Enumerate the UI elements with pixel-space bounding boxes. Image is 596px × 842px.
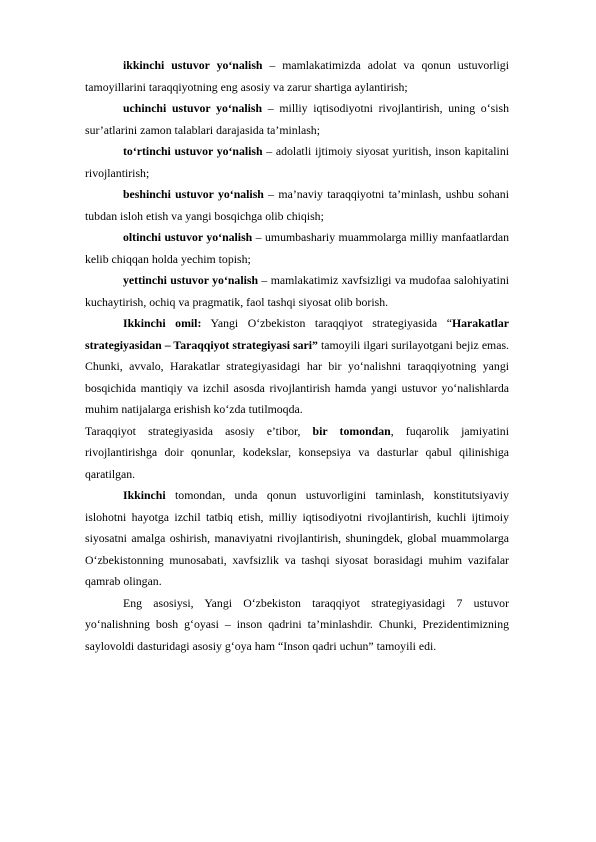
factor-text-continued: tamoyili ilgari surilayotgani bejiz emas. Chunki, avvalo, Harakatlar strategiyasidagi har bir yo‘nalishni taraqqiyotning yangi bosqichida mantiqiy va izchil asosda rivojlantirish hamda yangi ustuvor yo‘nalishlarda muhim natijalarga erishish ko‘zda tutilmoqda.	[85, 337, 510, 416]
priority-heading: yettinchi ustuvor yo‘nalish	[123, 273, 259, 287]
paragraph-closing	[85, 593, 509, 658]
priority-heading: beshinchi ustuvor yo‘nalish	[123, 187, 264, 201]
one-side-text: Taraqqiyot strategiyasida asosiy e’tibor,	[85, 423, 313, 438]
priority-text: – ma’naviy taraqqiyotni ta’minlash, ushbu sohani tubdan isloh etish va yangi bosqichga olib chiqish;	[85, 187, 509, 223]
factor-principle: Harakatlar strategiyasidan – Taraqqiyot strategiyasi sari”	[85, 316, 509, 352]
factor-heading: Ikkinchi omil:	[123, 316, 202, 330]
priority-text: – umumbashariy muammolarga milliy manfaatlardan kelib chiqqan holda yechim topish;	[85, 230, 509, 266]
closing-text: Eng asosiysi, Yangi O‘zbekiston taraqqiyot strategiyasidagi 7 ustuvor yo‘nalishning bosh g‘oyasi – inson qadrini ta’minlashdir. Chunki, Prezidentimizning saylovoldi dasturidagi asosiy g‘oya ham “Inson qadri uchun” tamoyili edi.	[85, 595, 509, 653]
priority-text: – mamlakatimizda adolat va qonun ustuvorligi tamoyillarini taraqqiyotning eng asosiy va zarur shartiga aylantirish;	[85, 58, 509, 94]
priority-text: – milliy iqtisodiyotni rivojlantirish, uning o‘sish sur’atlarini zamon talablari darajasida ta’minlash;	[85, 101, 509, 137]
priority-heading: oltinchi ustuvor yo‘nalish	[123, 230, 253, 244]
paragraph-priority-6	[85, 227, 509, 270]
priority-text: – mamlakatimiz xavfsizligi va mudofaa salohiyatini kuchaytirish, ochiq va pragmatik, faol tashqi siyosat olib borish.	[85, 273, 510, 309]
document-page	[85, 55, 509, 657]
priority-heading: ikkinchi ustuvor yo‘nalish	[123, 58, 263, 72]
priority-text: – adolatli ijtimoiy siyosat yuritish, inson kapitalini rivojlantirish;	[85, 144, 509, 180]
priority-heading: uchinchi ustuvor yo‘nalish	[123, 101, 263, 115]
paragraph-other-side	[85, 485, 509, 593]
paragraph-priority-2	[85, 55, 509, 98]
paragraph-second-factor	[85, 313, 509, 421]
one-side-text-continued: , fuqarolik jamiyatini rivojlantirishga doir qonunlar, kodekslar, konsepsiya va dasturlar qabul qilinishiga qaratilgan.	[85, 423, 509, 481]
paragraph-priority-5	[85, 184, 509, 227]
other-side-emphasis: Ikkinchi	[123, 488, 166, 502]
paragraph-priority-3	[85, 98, 509, 141]
one-side-emphasis: bir tomondan	[312, 423, 391, 438]
priority-heading: to‘rtinchi ustuvor yo‘nalish	[123, 144, 263, 158]
factor-text: Yangi O‘zbekiston taraqqiyot strategiyasida “	[201, 316, 452, 330]
other-side-text: tomondan, unda qonun ustuvorligini taminlash, konstitutsiyaviy islohotni hayotga izchil tatbiq etish, milliy iqtisodiyotni rivojlantirish, kuchli ijtimoiy siyosatni amalga oshirish, manaviyatni rivojlantirish, shuningdek, global muammolarga O‘zbekistonning munosabati, xavfsizlik va tashqi siyosat borasidagi muhim vazifalar qamrab olingan.	[85, 488, 509, 588]
paragraph-priority-7	[85, 270, 509, 313]
paragraph-priority-4	[85, 141, 509, 184]
paragraph-one-side	[85, 421, 509, 486]
